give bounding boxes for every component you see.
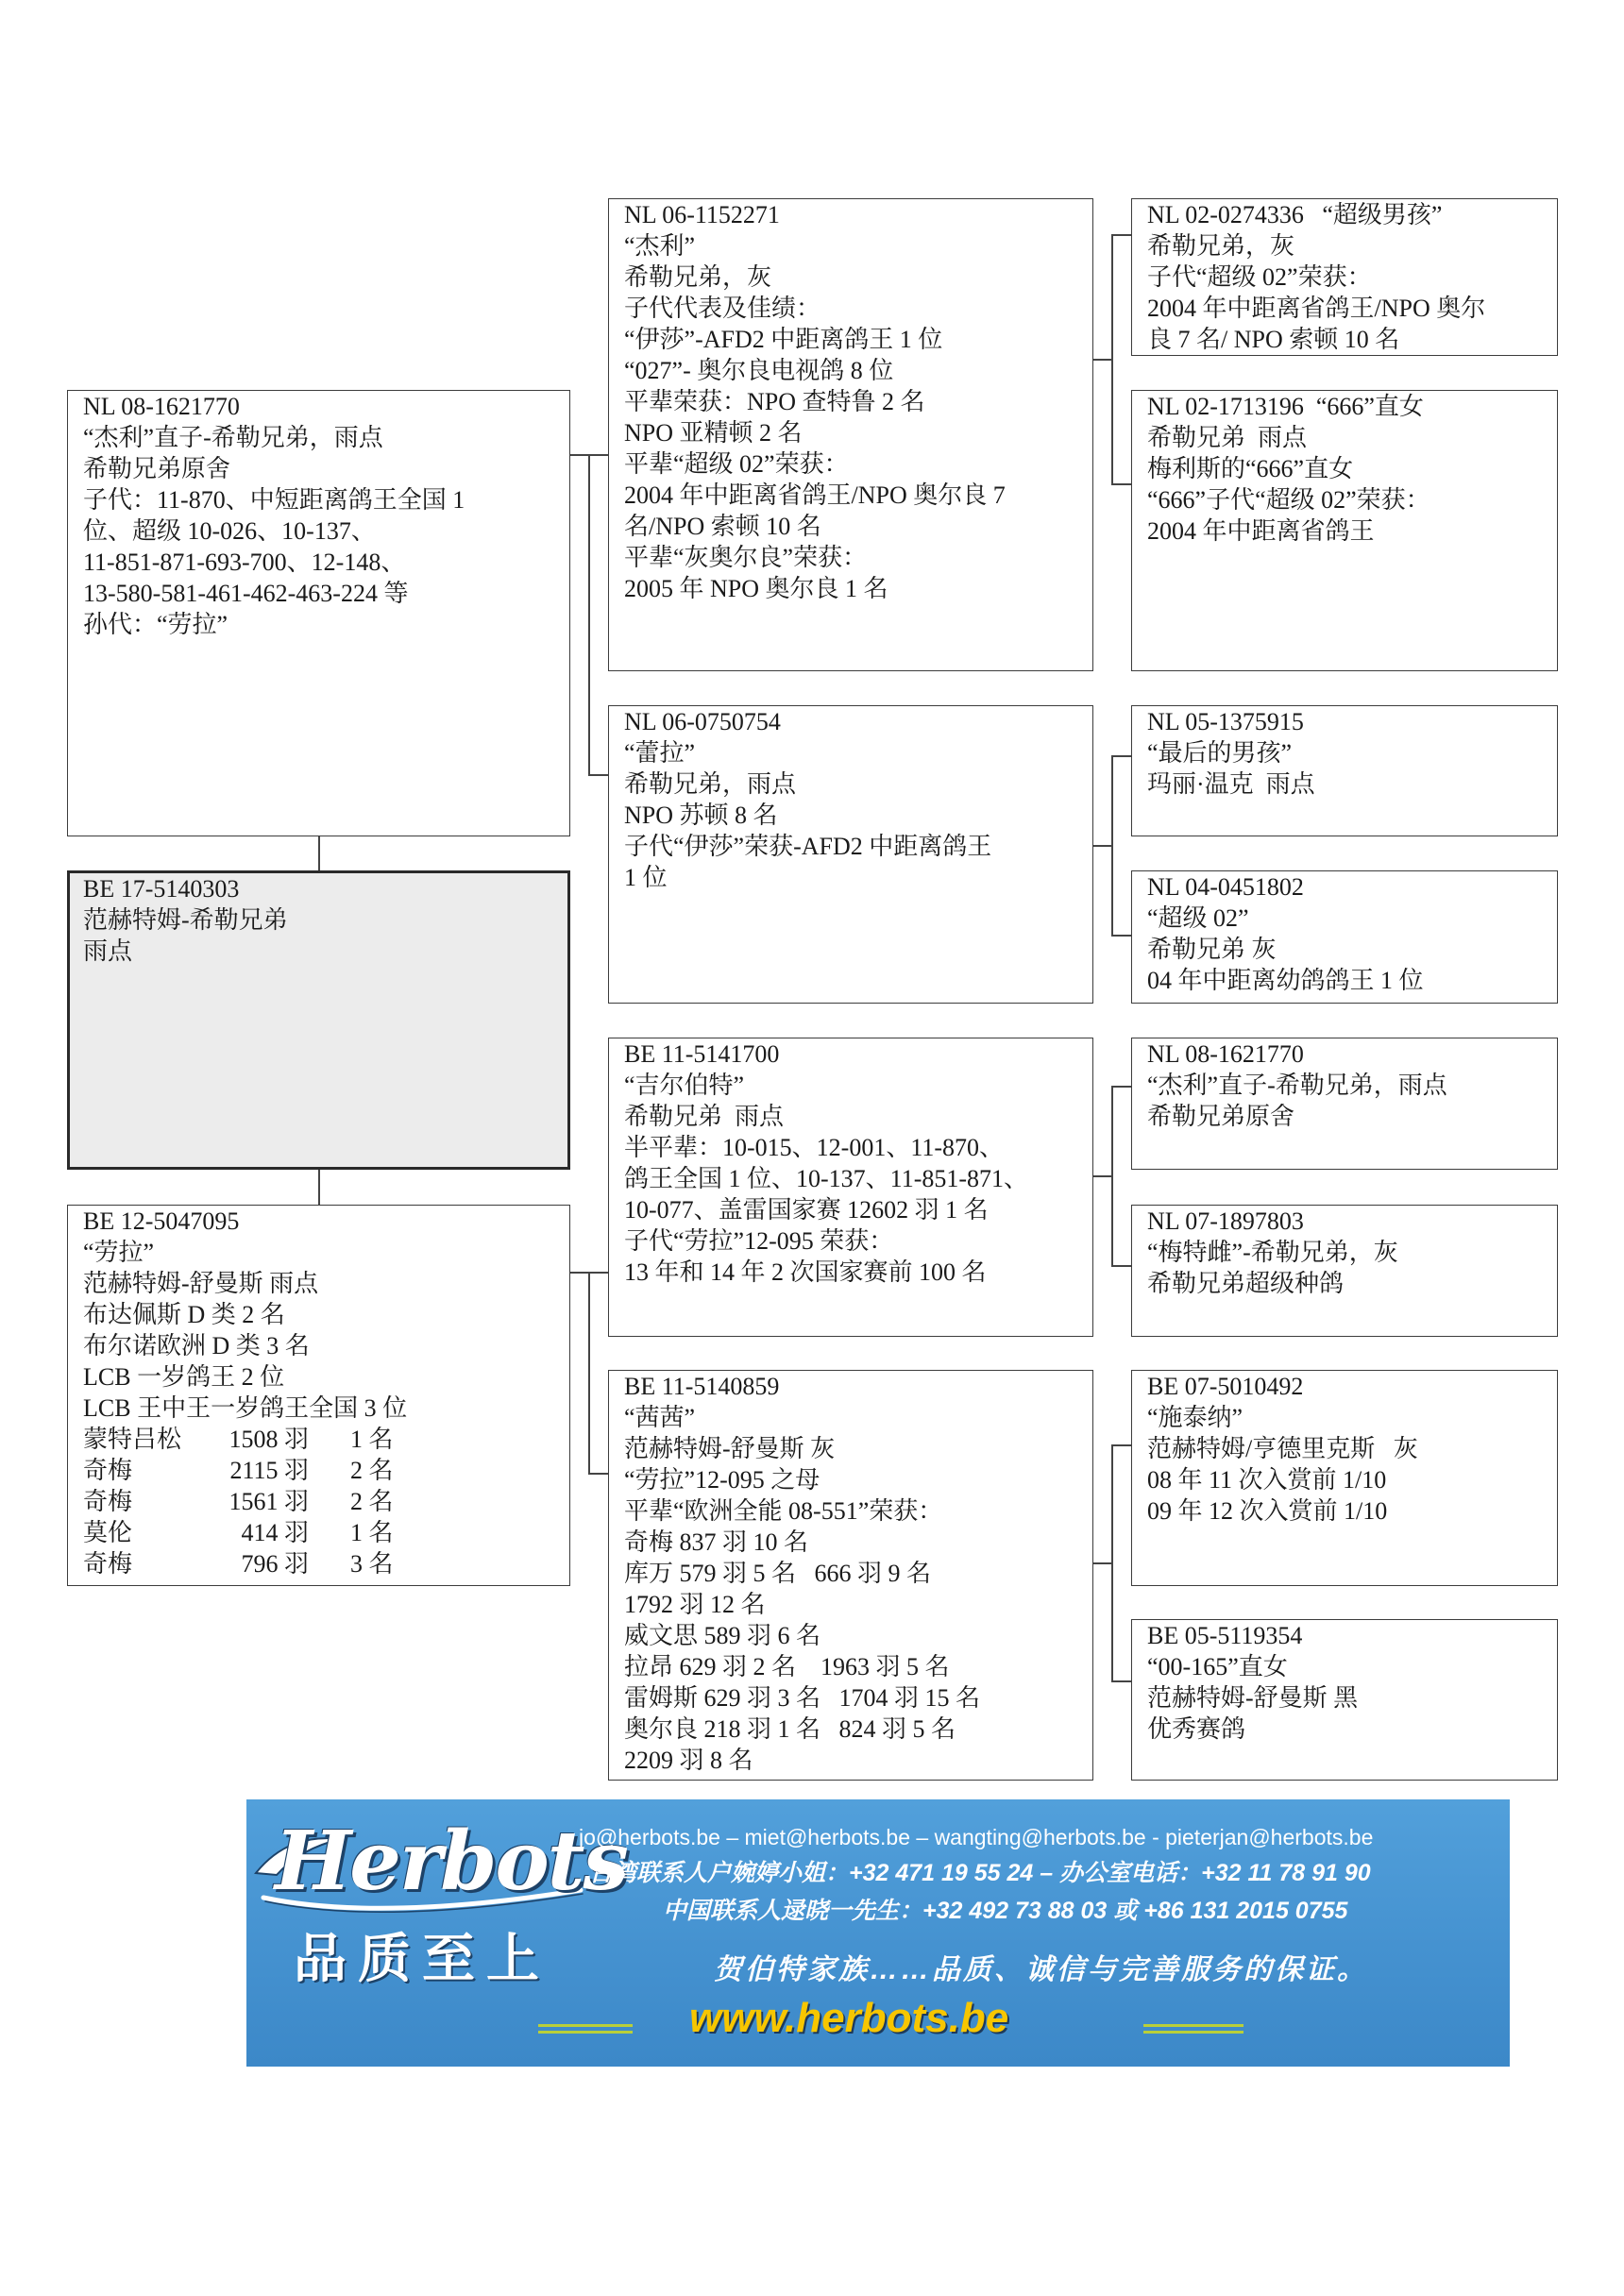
connector-line bbox=[1111, 1444, 1113, 1682]
info-line: 希勒兄弟原舍 bbox=[1147, 1103, 1295, 1130]
connector-line bbox=[1111, 1086, 1113, 1267]
race-name: 奇梅 bbox=[83, 1488, 133, 1515]
connector-line bbox=[1111, 483, 1131, 485]
connector-line bbox=[318, 1170, 320, 1205]
connector-line bbox=[1111, 234, 1131, 236]
ring-number: NL 04-0451802 bbox=[1147, 873, 1304, 901]
info-line: 子代：11-870、中短距离鸽王全国 1 bbox=[83, 486, 465, 514]
connector-line bbox=[1093, 845, 1112, 847]
info-line: 范赫特姆/亨德里克斯 灰 bbox=[1147, 1435, 1418, 1462]
decorative-line bbox=[1143, 2031, 1243, 2034]
race-rank: 1 名 bbox=[350, 1519, 394, 1546]
ring-number: BE 17-5140303 bbox=[83, 875, 240, 903]
race-rank: 3 名 bbox=[350, 1550, 394, 1578]
ring-number: BE 12-5047095 bbox=[83, 1207, 240, 1235]
herbots-banner bbox=[246, 1799, 1510, 2067]
ring-number: BE 07-5010492 bbox=[1147, 1373, 1304, 1400]
decorative-line bbox=[538, 2024, 633, 2027]
race-name: 奇梅 bbox=[83, 1550, 133, 1578]
info-line: 子代代表及佳绩： bbox=[624, 295, 821, 322]
connector-line bbox=[1093, 1562, 1112, 1564]
info-line: “666”子代“超级 02”荣获： bbox=[1147, 486, 1430, 514]
race-birds: 1508 羽 bbox=[228, 1426, 309, 1453]
info-line: 希勒兄弟 雨点 bbox=[1147, 424, 1308, 451]
race-birds: 2115 羽 bbox=[229, 1457, 309, 1484]
info-line: 希勒兄弟原舍 bbox=[83, 455, 231, 482]
race-birds: 796 羽 bbox=[241, 1550, 309, 1578]
ring-number: NL 05-1375915 bbox=[1147, 708, 1304, 735]
info-line: 1 位 bbox=[624, 864, 668, 891]
info-line: 2005 年 NPO 奥尔良 1 名 bbox=[624, 575, 888, 602]
connector-line bbox=[1111, 755, 1113, 937]
info-line: 良 7 名/ NPO 索顿 10 名 bbox=[1147, 326, 1400, 353]
great-grandparent-card-8 bbox=[1131, 1619, 1558, 1781]
info-line: 半平辈：10-015、12-001、11-870、 bbox=[624, 1134, 1005, 1161]
race-birds: 414 羽 bbox=[241, 1519, 309, 1546]
info-line: 平辈“欧洲全能 08-551”荣获： bbox=[624, 1497, 943, 1525]
info-line: 库万 579 羽 5 名 666 羽 9 名 bbox=[624, 1560, 932, 1587]
info-line: 2004 年中距离省鸽王 bbox=[1147, 517, 1375, 545]
race-result-row bbox=[83, 1517, 560, 1548]
info-line: 平辈荣获：NPO 查特鲁 2 名 bbox=[624, 388, 925, 415]
info-line: 希勒兄弟 灰 bbox=[1147, 936, 1277, 963]
info-line: 范赫特姆-舒曼斯 黑 bbox=[1147, 1684, 1359, 1712]
ring-number: NL 07-1897803 bbox=[1147, 1207, 1304, 1235]
ring-number: BE 05-5119354 bbox=[1147, 1622, 1303, 1649]
pigeon-name: “超级 02” bbox=[1147, 904, 1249, 932]
race-rank: 2 名 bbox=[350, 1488, 394, 1515]
info-line: 2004 年中距离省鸽王/NPO 奥尔 bbox=[1147, 295, 1486, 322]
connector-line bbox=[318, 836, 320, 870]
connector-line bbox=[588, 774, 608, 776]
great-grandparent-card-2 bbox=[1131, 390, 1558, 671]
info-line: 威文思 589 羽 6 名 bbox=[624, 1622, 821, 1649]
race-name: 奇梅 bbox=[83, 1457, 133, 1484]
ring-number: BE 11-5141700 bbox=[624, 1040, 780, 1068]
info-line: “梅特雌”-希勒兄弟，灰 bbox=[1147, 1239, 1398, 1266]
race-name: 莫伦 bbox=[83, 1519, 133, 1546]
great-grandparent-card-4 bbox=[1131, 870, 1558, 1004]
info-line: 2004 年中距离省鸽王/NPO 奥尔良 7 bbox=[624, 481, 1006, 509]
info-line: “劳拉”12-095 之母 bbox=[624, 1466, 820, 1494]
info-line: 08 年 11 次入赏前 1/10 bbox=[1147, 1466, 1387, 1494]
info-line: 布尔诺欧洲 D 类 3 名 bbox=[83, 1332, 310, 1359]
info-line: 11-851-871-693-700、12-148、 bbox=[83, 549, 406, 576]
info-line: 布达佩斯 D 类 2 名 bbox=[83, 1301, 285, 1328]
race-result-row bbox=[83, 1424, 560, 1455]
info-line: 优秀赛鸽 bbox=[1147, 1715, 1246, 1743]
race-name: 蒙特吕松 bbox=[83, 1426, 182, 1453]
decorative-line bbox=[1143, 2024, 1243, 2027]
info-line: 希勒兄弟，灰 bbox=[1147, 232, 1295, 260]
connector-line bbox=[1111, 1444, 1131, 1446]
great-grandparent-card-1 bbox=[1131, 198, 1558, 356]
info-line: 范赫特姆-舒曼斯 灰 bbox=[624, 1435, 836, 1462]
slogan: 贺伯特家族……品质、诚信与完善服务的保证。 bbox=[714, 1954, 1368, 1985]
connector-line bbox=[1111, 234, 1113, 485]
pigeon-name: “施泰纳” bbox=[1147, 1404, 1243, 1431]
info-line: 雷姆斯 629 羽 3 名 1704 羽 15 名 bbox=[624, 1684, 981, 1712]
race-birds: 1561 羽 bbox=[228, 1488, 309, 1515]
info-line: 子代“超级 02”荣获： bbox=[1147, 263, 1372, 291]
info-line: “杰利”直子-希勒兄弟，雨点 bbox=[1147, 1072, 1447, 1099]
info-line: 04 年中距离幼鸽鸽王 1 位 bbox=[1147, 967, 1424, 994]
great-grandparent-card-5 bbox=[1131, 1038, 1558, 1170]
info-line: 奥尔良 218 羽 1 名 824 羽 5 名 bbox=[624, 1715, 956, 1743]
contact-taiwan: 台湾联系人户婉婷小姐：+32 471 19 55 24 – 办公室电话：+32 11 78 91 90 bbox=[589, 1860, 1371, 1886]
connector-line bbox=[588, 454, 590, 776]
info-line: 10-077、盖雷国家赛 12602 羽 1 名 bbox=[624, 1196, 989, 1224]
contact-china: 中国联系人逯晓一先生：+32 492 73 88 03 或 +86 131 2015 0755 bbox=[663, 1898, 1348, 1924]
tagline: 品质至上 bbox=[294, 1928, 550, 1990]
race-result-row bbox=[83, 1486, 560, 1517]
info-line: 范赫特姆-希勒兄弟 bbox=[83, 906, 288, 934]
race-results-table bbox=[83, 1424, 560, 1579]
dam-card bbox=[67, 1205, 570, 1586]
herbots-logo: Herbots bbox=[275, 1814, 627, 1909]
race-rank: 1 名 bbox=[350, 1426, 394, 1453]
info-line: 雨点 bbox=[83, 937, 133, 965]
info-line: 13 年和 14 年 2 次国家赛前 100 名 bbox=[624, 1258, 987, 1286]
info-line: 玛丽·温克 雨点 bbox=[1147, 770, 1315, 798]
race-rank: 2 名 bbox=[350, 1457, 394, 1484]
info-line: 平辈“超级 02”荣获： bbox=[624, 450, 849, 478]
website-url: www.herbots.be bbox=[689, 1995, 1009, 2041]
connector-line bbox=[588, 1473, 608, 1475]
info-line: “00-165”直女 bbox=[1147, 1653, 1288, 1680]
email-addresses: jo@herbots.be – miet@herbots.be – wangting@herbots.be - pieterjan@herbots.be bbox=[579, 1825, 1374, 1849]
connector-line bbox=[1093, 1175, 1112, 1177]
info-line: “027”- 奥尔良电视鸽 8 位 bbox=[624, 357, 894, 384]
info-line: 09 年 12 次入赏前 1/10 bbox=[1147, 1497, 1388, 1525]
subject-pigeon-card bbox=[67, 870, 570, 1170]
great-grandparent-card-3 bbox=[1131, 705, 1558, 836]
ring-number: NL 08-1621770 bbox=[83, 393, 240, 420]
info-line: 13-580-581-461-462-463-224 等 bbox=[83, 580, 409, 607]
connector-line bbox=[1111, 755, 1131, 757]
info-line: 名/NPO 索顿 10 名 bbox=[624, 513, 821, 540]
maternal-granddam-card bbox=[608, 1370, 1093, 1781]
pigeon-name: “最后的男孩” bbox=[1147, 739, 1293, 767]
connector-line bbox=[1111, 935, 1131, 937]
connector-line bbox=[1093, 359, 1112, 361]
pigeon-name: “蕾拉” bbox=[624, 739, 696, 767]
connector-line bbox=[1111, 1680, 1131, 1682]
info-line: 拉昂 629 羽 2 名 1963 羽 5 名 bbox=[624, 1653, 950, 1680]
info-line: 位、超级 10-026、10-137、 bbox=[83, 517, 376, 545]
pigeon-name: “劳拉” bbox=[83, 1239, 155, 1266]
info-line: 鸽王全国 1 位、10-137、11-851-871、 bbox=[624, 1165, 1029, 1192]
paternal-grandsire-card bbox=[608, 198, 1093, 671]
info-line: 奇梅 837 羽 10 名 bbox=[624, 1528, 809, 1556]
pigeon-name: “杰利” bbox=[624, 232, 696, 260]
info-line: 希勒兄弟，雨点 bbox=[624, 770, 797, 798]
info-line: 平辈“灰奥尔良”荣获： bbox=[624, 544, 868, 571]
paternal-granddam-card bbox=[608, 705, 1093, 1004]
ring-number: NL 06-0750754 bbox=[624, 708, 781, 735]
info-line: 子代“伊莎”荣获-AFD2 中距离鸽王 bbox=[624, 833, 992, 860]
info-line: 梅利斯的“666”直女 bbox=[1147, 455, 1354, 482]
ring-number: NL 06-1152271 bbox=[624, 201, 780, 228]
info-line: 子代“劳拉”12-095 荣获： bbox=[624, 1227, 894, 1255]
ring-number: NL 08-1621770 bbox=[1147, 1040, 1304, 1068]
connector-line bbox=[1111, 1265, 1131, 1267]
info-line: 1792 羽 12 名 bbox=[624, 1591, 766, 1618]
decorative-line bbox=[538, 2031, 633, 2034]
great-grandparent-card-6 bbox=[1131, 1205, 1558, 1337]
info-line: 希勒兄弟超级种鸽 bbox=[1147, 1270, 1345, 1297]
pigeon-name: “吉尔伯特” bbox=[624, 1072, 745, 1099]
great-grandparent-card-7 bbox=[1131, 1370, 1558, 1586]
info-line: “杰利”直子-希勒兄弟，雨点 bbox=[83, 424, 383, 451]
info-line: 希勒兄弟 雨点 bbox=[624, 1103, 785, 1130]
info-line: LCB 一岁鸽王 2 位 bbox=[83, 1363, 285, 1391]
sire-card bbox=[67, 390, 570, 836]
info-line: “伊莎”-AFD2 中距离鸽王 1 位 bbox=[624, 326, 943, 353]
ring-number: NL 02-0274336 “超级男孩” bbox=[1147, 201, 1443, 228]
connector-line bbox=[588, 1272, 590, 1475]
info-line: 孙代：“劳拉” bbox=[83, 611, 228, 638]
race-result-row bbox=[83, 1548, 560, 1579]
info-line: 范赫特姆-舒曼斯 雨点 bbox=[83, 1270, 319, 1297]
ring-number: BE 11-5140859 bbox=[624, 1373, 780, 1400]
info-line: LCB 王中王一岁鸽王全国 3 位 bbox=[83, 1394, 408, 1422]
maternal-grandsire-card bbox=[608, 1038, 1093, 1337]
info-line: 2209 羽 8 名 bbox=[624, 1747, 753, 1774]
connector-line bbox=[1111, 1086, 1131, 1088]
ring-number: NL 02-1713196 “666”直女 bbox=[1147, 393, 1424, 420]
info-line: NPO 苏顿 8 名 bbox=[624, 802, 778, 829]
race-result-row bbox=[83, 1455, 560, 1486]
pigeon-name: “茜茜” bbox=[624, 1404, 696, 1431]
info-line: NPO 亚精顿 2 名 bbox=[624, 419, 803, 447]
info-line: 希勒兄弟，灰 bbox=[624, 263, 772, 291]
